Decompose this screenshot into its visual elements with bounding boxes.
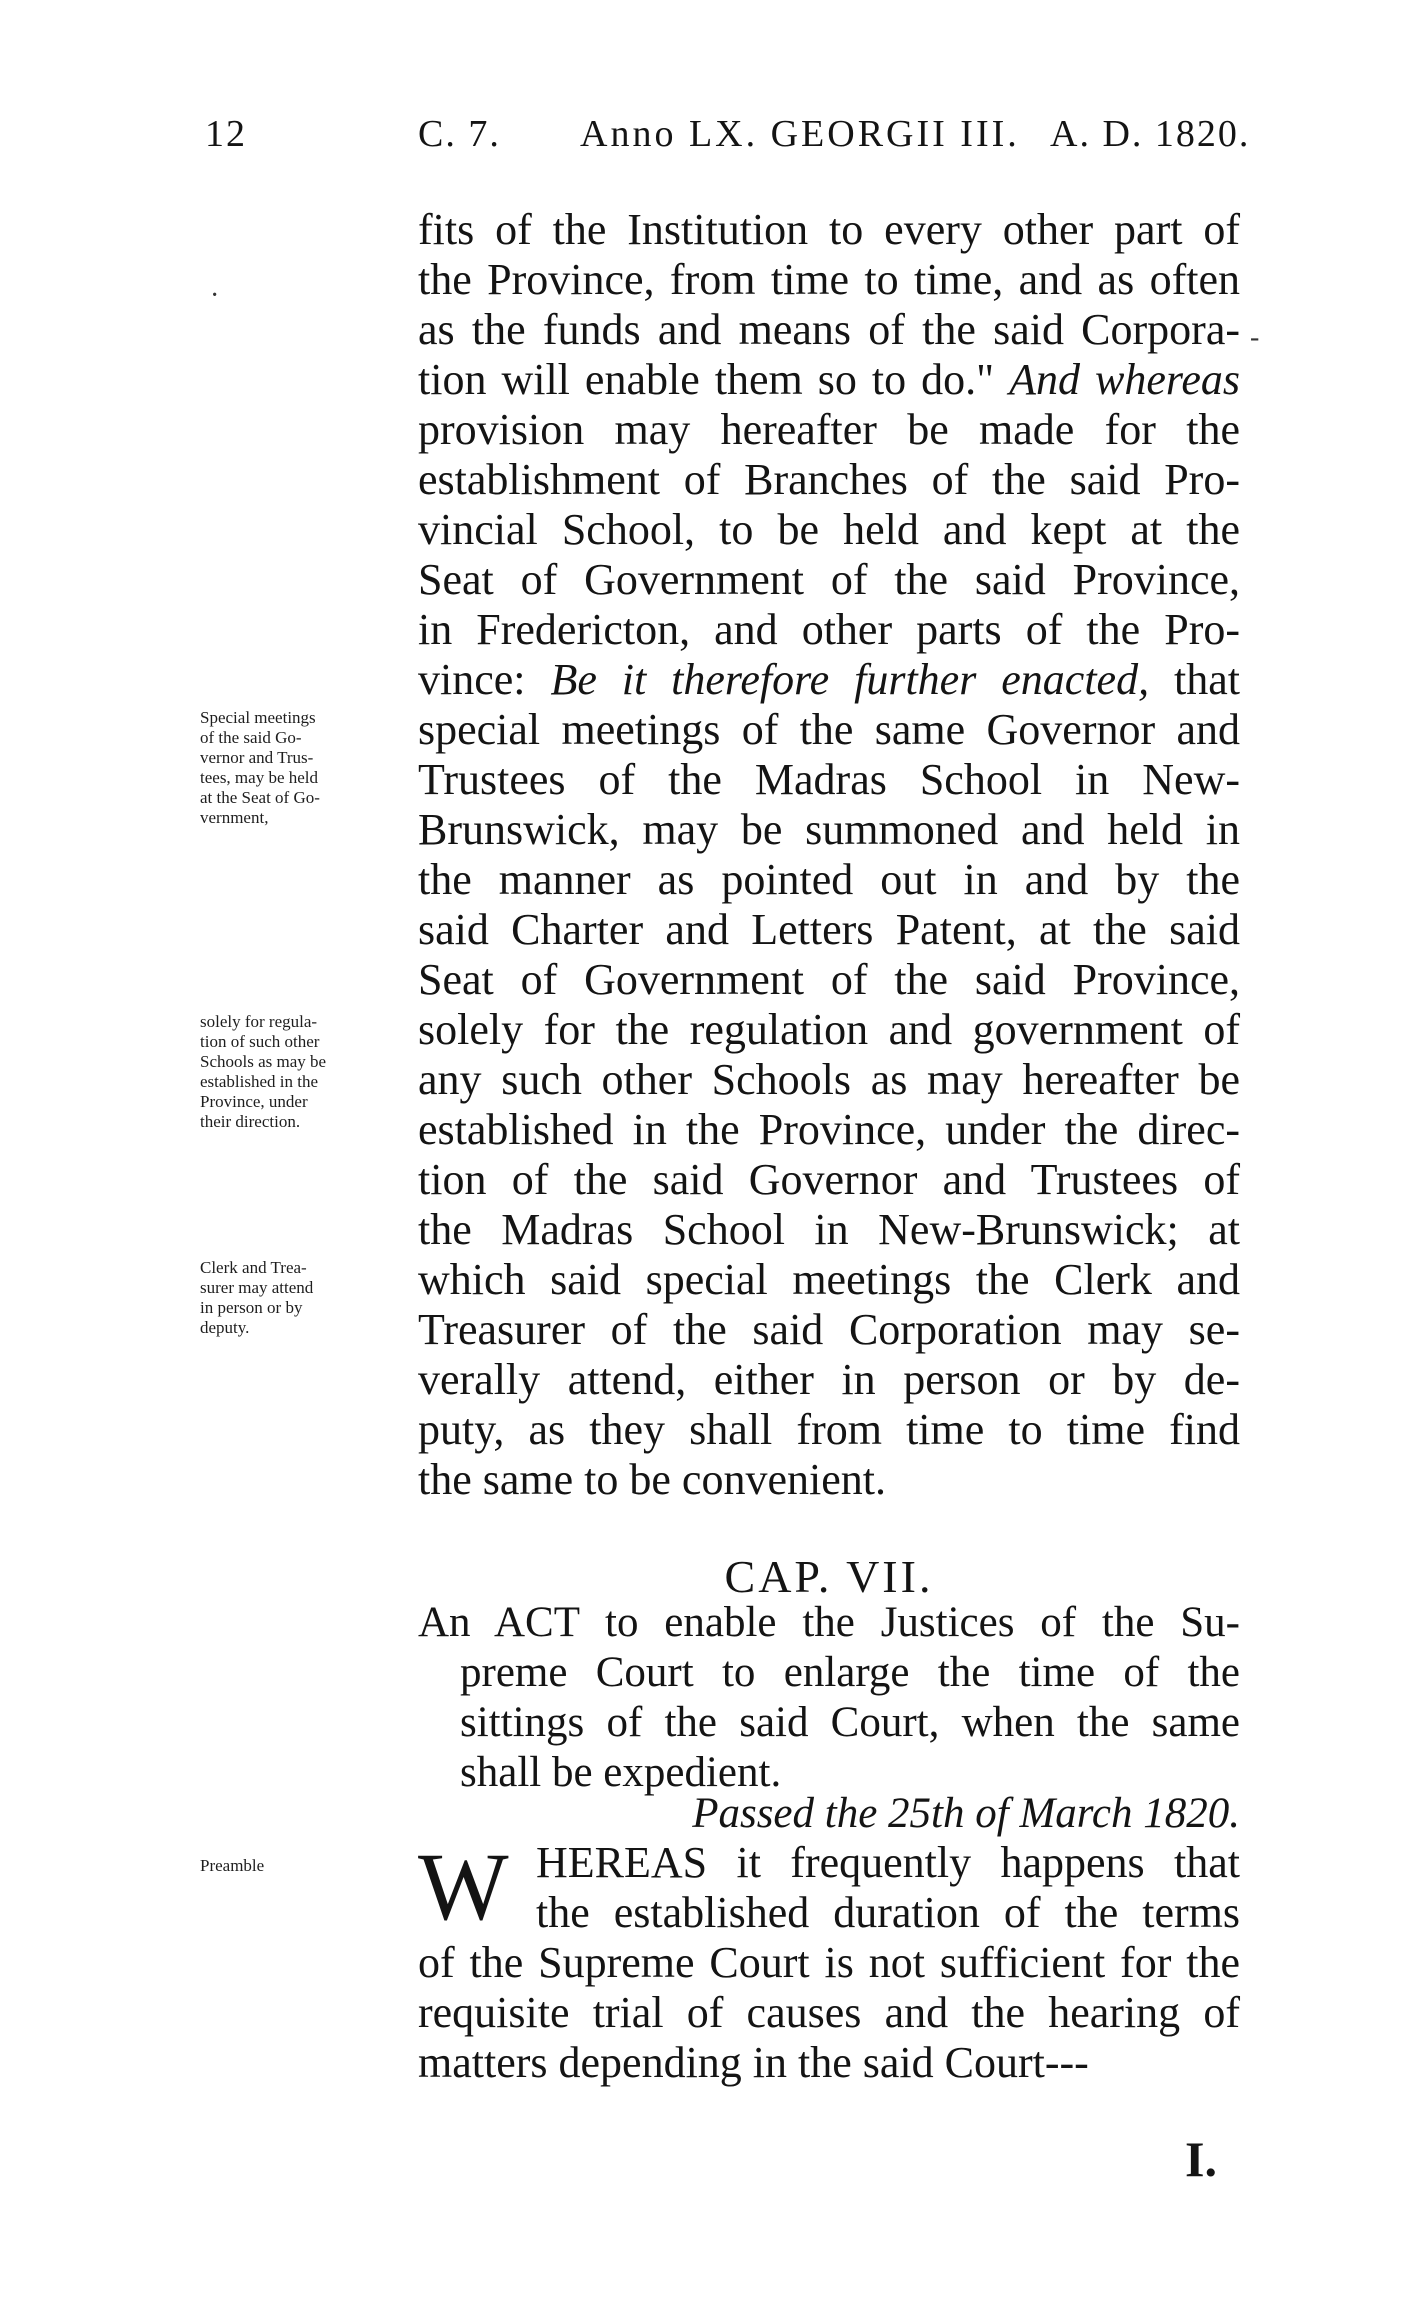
drop-cap: W <box>418 1833 509 1940</box>
note-line: solely for regula- <box>200 1012 318 1031</box>
body-line: provision may hereafter be made for the <box>418 405 1240 454</box>
act-title <box>418 1598 1240 1798</box>
catchword: I. <box>1185 2131 1217 2187</box>
preamble-line: HEREAS it frequently happens that <box>536 1838 1240 1887</box>
body-line: established in the Province, under the direc- <box>418 1105 1240 1154</box>
calendar-year: A. D. 1820. <box>1050 113 1251 155</box>
body-line: tion of the said Governor and Trustees of <box>418 1155 1240 1204</box>
preamble-line: the established duration of the terms <box>536 1888 1240 1937</box>
body-line: Trustees of the Madras School in New- <box>418 755 1240 804</box>
preamble-line: requisite trial of causes and the hearing of <box>418 1988 1240 2037</box>
body-line: Treasurer of the said Corporation may se- <box>418 1305 1240 1354</box>
note-line: established in the <box>200 1072 319 1091</box>
note-line: tees, may be held <box>200 768 319 787</box>
body-line: establishment of Branches of the said Pro- <box>418 455 1240 504</box>
margin-note-preamble <box>200 1856 395 1876</box>
body-line: said Charter and Letters Patent, at the said <box>418 905 1240 954</box>
body-line: as the funds and means of the said Corpora- <box>418 305 1240 354</box>
body-line: Seat of Government of the said Province, <box>418 555 1240 604</box>
body-text <box>418 205 1240 1505</box>
note-line: of the said Go- <box>200 728 302 747</box>
preamble <box>418 1833 1240 2088</box>
body-line: any such other Schools as may hereafter be <box>418 1055 1240 1104</box>
note-line: Province, under <box>200 1092 308 1111</box>
passed-date: Passed the 25th of March 1820. <box>692 1790 1240 1837</box>
note-line: Schools as may be <box>200 1052 327 1071</box>
body-line: puty, as they shall from time to time find <box>418 1405 1240 1454</box>
body-line: verally attend, either in person or by de- <box>418 1355 1240 1404</box>
act-title-line: preme Court to enlarge the time of the <box>460 1649 1240 1696</box>
body-line: the Madras School in New-Brunswick; at <box>418 1205 1240 1254</box>
body-line: tion will enable them so to do." And whereas <box>418 355 1241 404</box>
act-title-line: shall be expedient. <box>460 1749 782 1796</box>
regnal-year: Anno LX. GEORGII III. <box>580 113 1020 155</box>
body-line: Brunswick, may be summoned and held in <box>418 805 1240 854</box>
body-line: fits of the Institution to every other part of <box>418 205 1240 254</box>
margin-note-clerk <box>200 1258 395 1338</box>
note-line: vernor and Trus- <box>200 748 314 767</box>
running-head <box>0 112 1418 172</box>
note-line: deputy. <box>200 1318 250 1337</box>
body-line: the Province, from time to time, and as often <box>418 255 1240 304</box>
stray-mark: - <box>1250 322 1260 353</box>
note-line: surer may attend <box>200 1278 314 1297</box>
body-line: in Fredericton, and other parts of the Pro- <box>418 605 1240 654</box>
body-line: special meetings of the same Governor and <box>418 705 1240 754</box>
body-line: the same to be convenient. <box>418 1455 886 1504</box>
emphasis-text: And whereas <box>1009 355 1241 404</box>
body-line: which said special meetings the Clerk and <box>418 1255 1240 1304</box>
margin-note-regulation <box>200 1012 395 1132</box>
body-line: the manner as pointed out in and by the <box>418 855 1240 904</box>
chapter-ref: C. 7. <box>418 113 501 155</box>
chapter-heading: CAP. VII. <box>724 1551 934 1602</box>
act-title-line: sittings of the said Court, when the same <box>460 1699 1240 1746</box>
page-number: 12 <box>205 113 247 155</box>
body-line: Seat of Government of the said Province, <box>418 955 1240 1004</box>
note-line: Special meetings <box>200 708 316 727</box>
note-line: Clerk and Trea- <box>200 1258 307 1277</box>
note-line: tion of such other <box>200 1032 320 1051</box>
body-line: solely for the regulation and government of <box>418 1005 1240 1054</box>
margin-note-special-meetings <box>200 708 395 828</box>
note-line: in person or by <box>200 1298 303 1317</box>
preamble-line: of the Supreme Court is not sufficient for the <box>418 1938 1240 1987</box>
preamble-line: matters depending in the said Court--- <box>418 2038 1089 2087</box>
note-line: at the Seat of Go- <box>200 788 320 807</box>
note-line: Preamble <box>200 1856 265 1875</box>
body-line: vince: Be it therefore further enacted, that <box>418 655 1240 704</box>
note-line: vernment, <box>200 808 269 827</box>
body-line: vincial School, to be held and kept at the <box>418 505 1240 554</box>
stray-mark: · <box>210 280 220 311</box>
note-line: their direction. <box>200 1112 301 1131</box>
act-title-line: An ACT to enable the Justices of the Su- <box>418 1599 1240 1646</box>
emphasis-text: Be it therefore further enacted, <box>550 655 1150 704</box>
